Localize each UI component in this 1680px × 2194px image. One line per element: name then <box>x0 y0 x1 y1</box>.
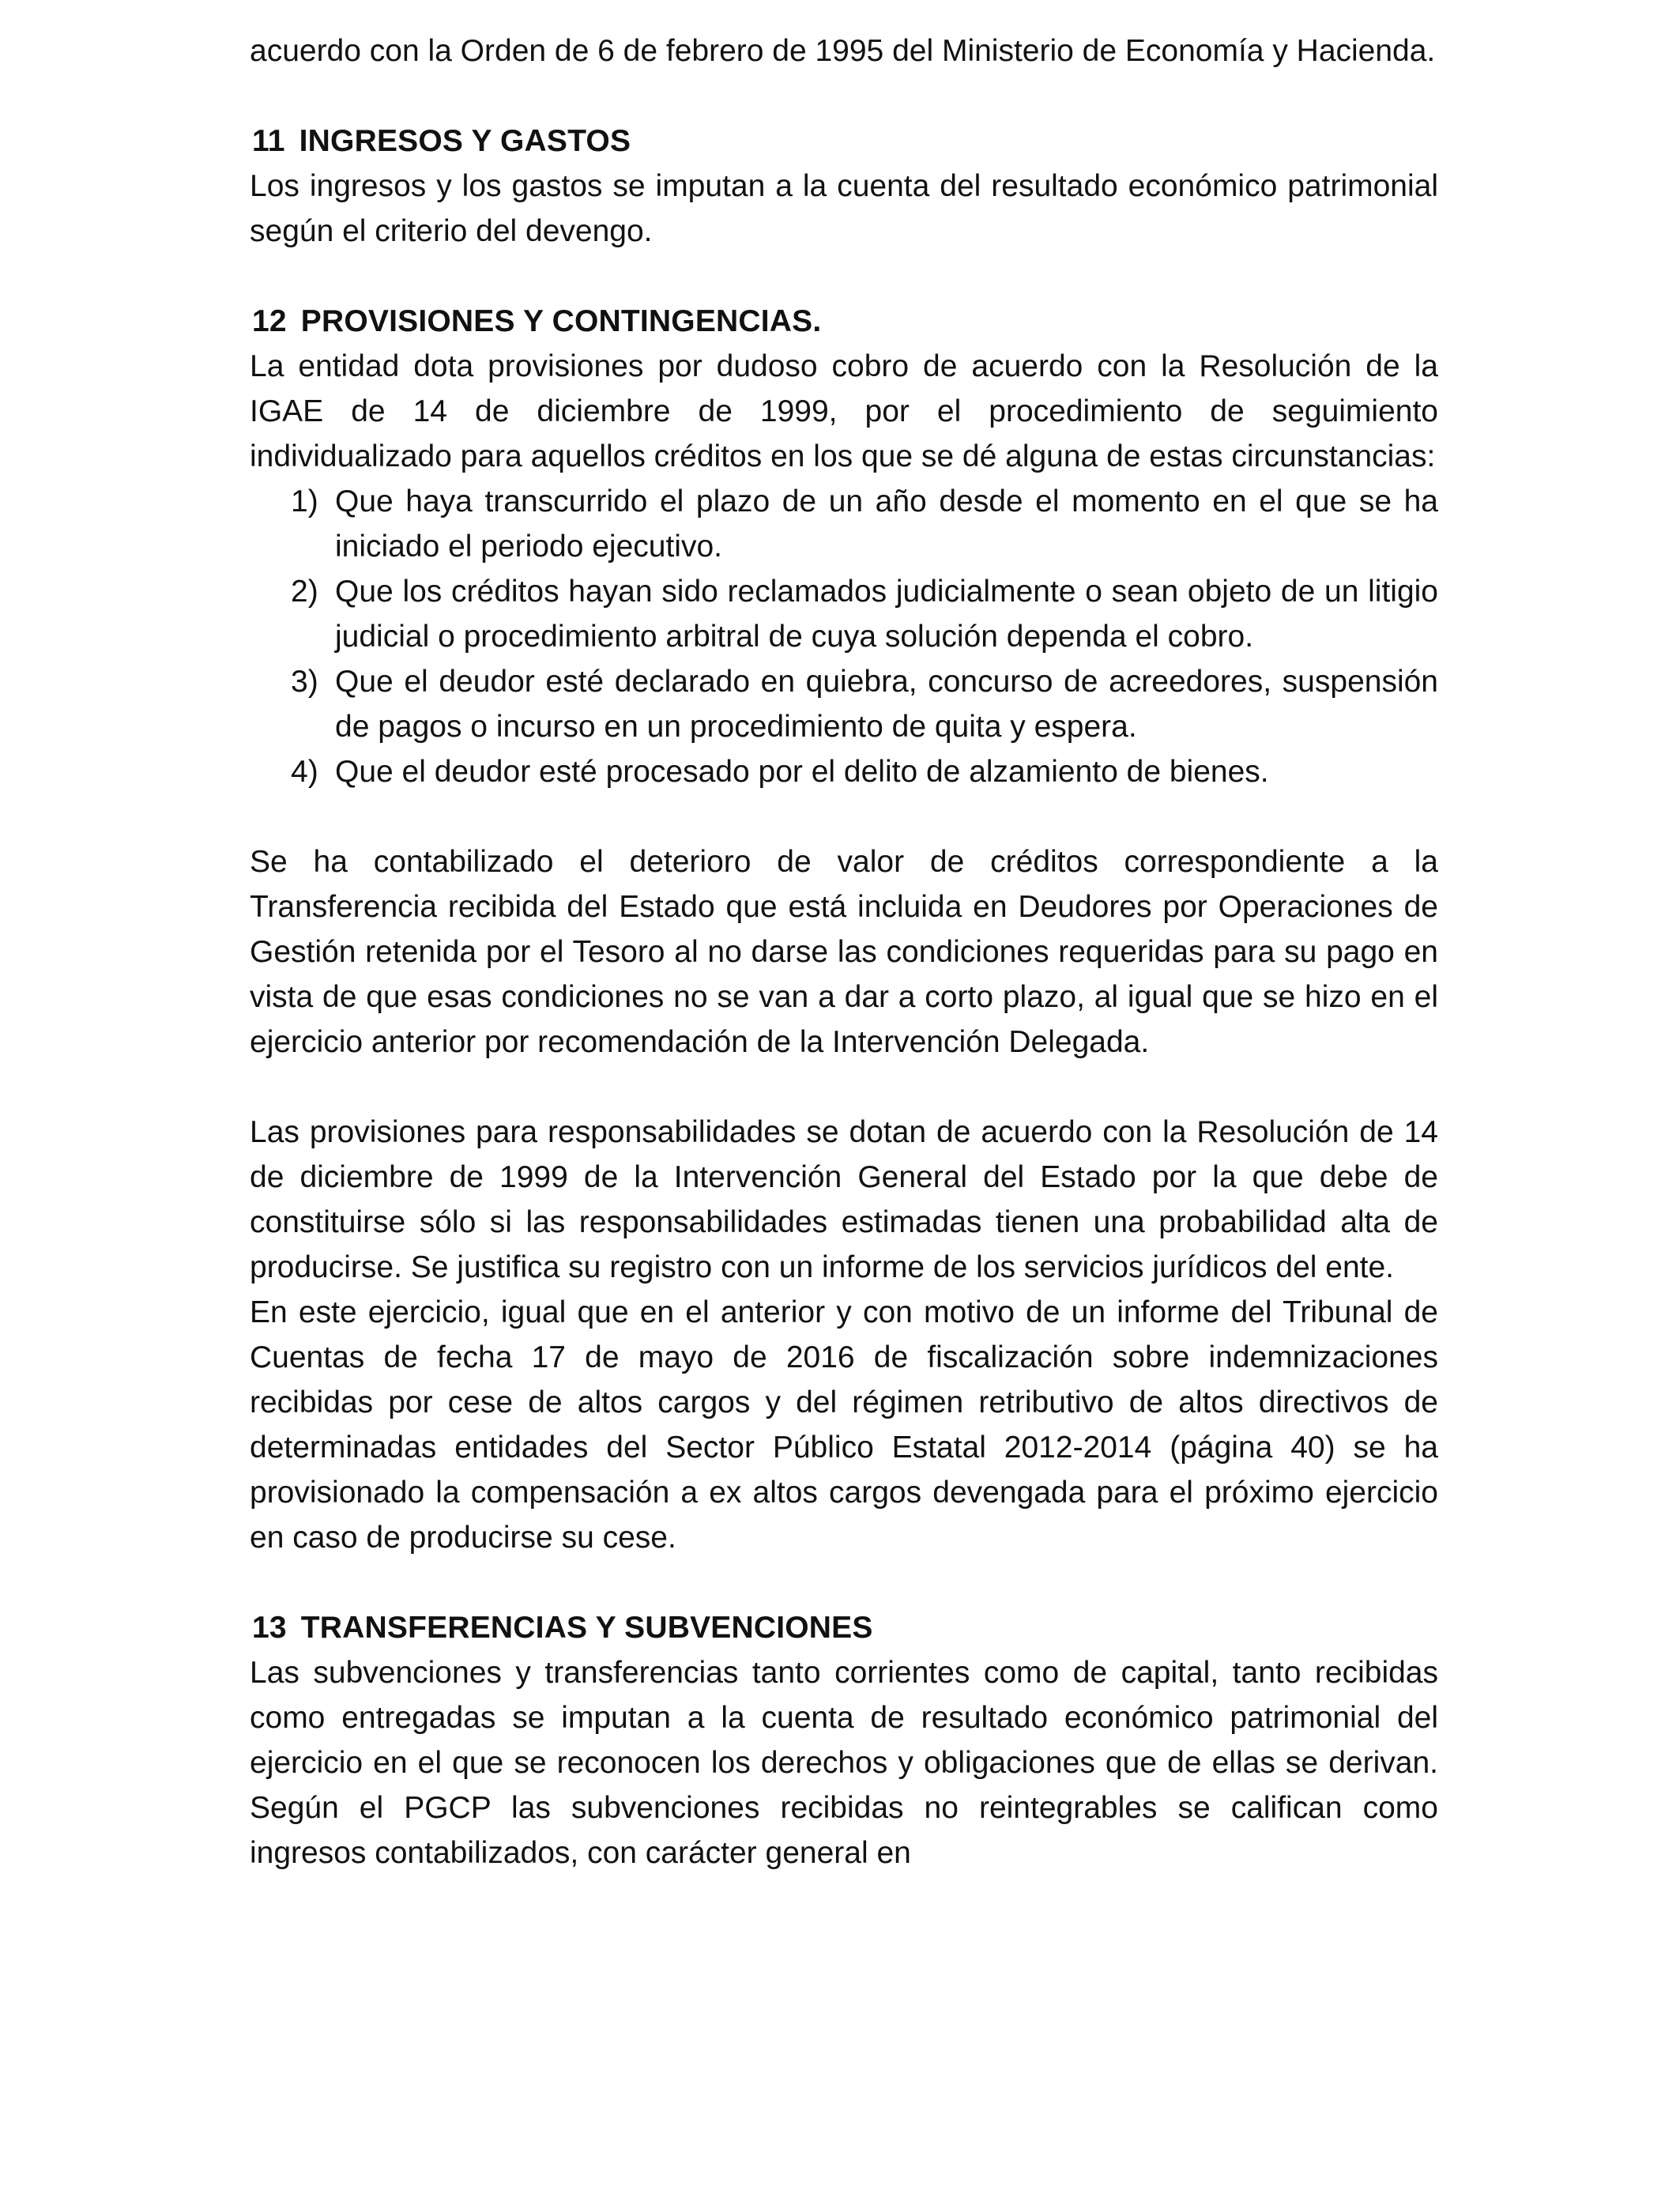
section-13-heading <box>250 1605 1438 1650</box>
section-12-title: PROVISIONES Y CONTINGENCIAS. <box>300 304 822 338</box>
spacer <box>250 794 1438 839</box>
list-item-marker: 3) <box>291 665 318 699</box>
section-13-paragraph: Las subvenciones y transferencias tanto corrientes como de capital, tanto recibidas como entregadas se imputan a la cuenta de resultado económico patrimonial del ejercicio en el que se reconocen los derechos y obligaciones que de ellas se derivan. Según el PGCP las subvenciones recibidas no reintegrables se califican como ingresos contabilizados, con carácter general en <box>250 1656 1438 1870</box>
list-item <box>250 659 1438 749</box>
section-12-paragraph-2: Se ha contabilizado el deterioro de valor de créditos correspondiente a la Transferencia recibida del Estado que está incluida en Deudores por Operaciones de Gestión retenida por el Tesoro al no darse las condiciones requeridas para su pago en vista de que esas condiciones no se van a dar a corto plazo, al igual que se hizo en el ejercicio anterior por recomendación de la Intervención Delegada. <box>250 845 1438 1059</box>
list-item <box>250 479 1438 569</box>
section-11-number: 11 <box>252 124 285 158</box>
circumstances-list <box>250 479 1438 794</box>
section-11-paragraph: Los ingresos y los gastos se imputan a la cuenta del resultado económico patrimonial según el criterio del devengo. <box>250 169 1438 248</box>
section-11-heading <box>250 119 1438 164</box>
spacer <box>250 1560 1438 1605</box>
document-page <box>250 28 1438 1875</box>
section-12-paragraph-3: Las provisiones para responsabilidades se dotan de acuerdo con la Resolución de 14 de diciembre de 1999 de la Intervención General del Estado por la que debe de constituirse sólo si las responsabilidades estimadas tienen una probabilidad alta de producirse. Se justifica su registro con un informe de los servicios jurídicos del ente. <box>250 1115 1438 1284</box>
list-item-text: Que haya transcurrido el plazo de un año desde el momento en el que se ha iniciado el periodo ejecutivo. <box>335 484 1438 564</box>
spacer <box>250 74 1438 119</box>
list-item-marker: 4) <box>291 755 318 789</box>
list-item-text: Que los créditos hayan sido reclamados judicialmente o sean objeto de un litigio judicial o procedimiento arbitral de cuya solución dependa el cobro. <box>335 575 1438 654</box>
list-item-text: Que el deudor esté declarado en quiebra, concurso de acreedores, suspensión de pagos o incurso en un procedimiento de quita y espera. <box>335 665 1438 744</box>
section-12-heading <box>250 299 1438 344</box>
list-item <box>250 569 1438 659</box>
section-13-title: TRANSFERENCIAS Y SUBVENCIONES <box>300 1611 873 1645</box>
section-12-number: 12 <box>252 304 287 338</box>
list-item <box>250 749 1438 794</box>
list-item-marker: 1) <box>291 484 318 518</box>
spacer <box>250 1065 1438 1110</box>
intro-paragraph: acuerdo con la Orden de 6 de febrero de 1995 del Ministerio de Economía y Hacienda. <box>250 34 1436 68</box>
section-13-number: 13 <box>252 1611 287 1645</box>
list-item-text: Que el deudor esté procesado por el delito de alzamiento de bienes. <box>335 755 1269 789</box>
section-12-paragraph-1: La entidad dota provisiones por dudoso cobro de acuerdo con la Resolución de la IGAE de 14 de diciembre de 1999, por el procedimiento de seguimiento individualizado para aquellos créditos en los que se dé alguna de estas circunstancias: <box>250 349 1438 473</box>
list-item-marker: 2) <box>291 575 318 609</box>
spacer <box>250 254 1438 299</box>
section-11-title: INGRESOS Y GASTOS <box>299 124 631 158</box>
section-12-paragraph-4: En este ejercicio, igual que en el anterior y con motivo de un informe del Tribunal de Cuentas de fecha 17 de mayo de 2016 de fiscalización sobre indemnizaciones recibidas por cese de altos cargos y del régimen retributivo de altos directivos de determinadas entidades del Sector Público Estatal 2012-2014 (página 40) se ha provisionado la compensación a ex altos cargos devengada para el próximo ejercicio en caso de producirse su cese. <box>250 1295 1438 1555</box>
